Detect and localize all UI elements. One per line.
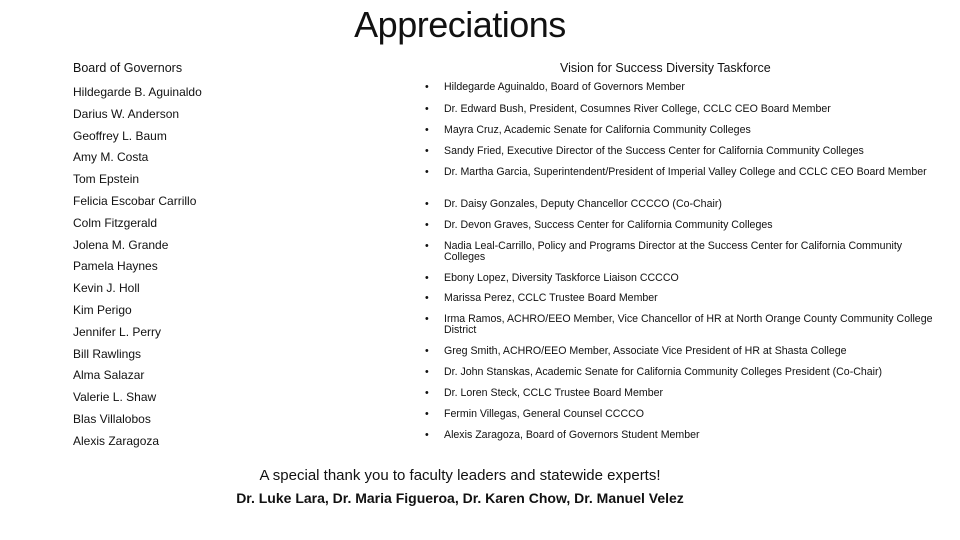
taskforce-member: Hildegarde Aguinaldo, Board of Governors Member	[444, 81, 685, 93]
bullet-icon: •	[425, 429, 429, 441]
bullet-icon: •	[425, 292, 429, 304]
board-member: Hildegarde B. Aguinaldo	[73, 85, 202, 99]
board-member: Valerie L. Shaw	[73, 390, 157, 405]
board-member: Kevin J. Holl	[73, 281, 140, 296]
taskforce-member: Dr. Daisy Gonzales, Deputy Chancellor CCCCO (Co-Chair)	[444, 198, 722, 210]
taskforce-member: Fermin Villegas, General Counsel CCCCO	[444, 408, 644, 420]
board-member: Pamela Haynes	[73, 259, 158, 274]
board-member: Alexis Zaragoza	[73, 433, 160, 448]
bullet-icon: •	[425, 124, 429, 136]
taskforce-member: Dr. Devon Graves, Success Center for California Community Colleges	[444, 219, 773, 231]
list-item	[425, 241, 940, 263]
list-item	[425, 367, 940, 378]
board-member: Colm Fitzgerald	[73, 215, 158, 230]
list-item	[425, 220, 940, 231]
bullet-icon: •	[425, 198, 429, 210]
taskforce-member: Nadia Leal-Carrillo, Policy and Programs Director at the Success Center for California Community Colleges	[444, 240, 903, 263]
taskforce-member: Dr. Edward Bush, President, Cosumnes River College, CCLC CEO Board Member	[444, 103, 831, 115]
taskforce-member: Alexis Zaragoza, Board of Governors Student Member	[444, 429, 700, 441]
bullet-icon: •	[425, 366, 429, 378]
thank-you-names: Dr. Luke Lara, Dr. Maria Figueroa, Dr. Karen Chow, Dr. Manuel Velez	[236, 490, 684, 506]
taskforce-member: Greg Smith, ACHRO/EEO Member, Associate Vice President of HR at Shasta College	[444, 345, 847, 357]
board-member: Amy M. Costa	[73, 150, 149, 165]
bullet-icon: •	[425, 272, 429, 284]
bullet-icon: •	[425, 103, 429, 115]
bullet-icon: •	[425, 345, 429, 357]
bullet-icon: •	[425, 387, 429, 399]
taskforce-member: Dr. Martha Garcia, Superintendent/President of Imperial Valley College and CCLC CEO Board Member	[444, 166, 927, 178]
bullet-icon: •	[425, 219, 429, 231]
taskforce-member: Irma Ramos, ACHRO/EEO Member, Vice Chancellor of HR at North Orange County Community College District	[444, 313, 933, 336]
board-member: Jolena M. Grande	[73, 237, 169, 252]
list-item	[425, 125, 940, 136]
list-item	[425, 293, 940, 304]
list-item	[425, 167, 940, 178]
board-member: Kim Perigo	[73, 302, 132, 317]
list-item	[425, 346, 940, 357]
board-member: Geoffrey L. Baum	[73, 128, 167, 143]
taskforce-member: Dr. John Stanskas, Academic Senate for California Community Colleges President (Co-Chair)	[444, 366, 883, 378]
bullet-icon: •	[425, 240, 429, 252]
board-heading: Board of Governors	[73, 61, 183, 75]
taskforce-member: Dr. Loren Steck, CCLC Trustee Board Member	[444, 387, 664, 399]
taskforce-heading: Vision for Success Diversity Taskforce	[560, 61, 771, 75]
list-item	[425, 199, 940, 210]
taskforce-member: Sandy Fried, Executive Director of the Success Center for California Community Colleges	[444, 145, 864, 157]
list-item	[425, 273, 940, 284]
list-item	[425, 409, 940, 420]
taskforce-member: Ebony Lopez, Diversity Taskforce Liaison CCCCO	[444, 272, 679, 284]
thank-you-note	[0, 465, 920, 509]
board-member: Darius W. Anderson	[73, 106, 180, 121]
board-member: Blas Villalobos	[73, 411, 151, 426]
board-member-list	[73, 82, 202, 453]
board-member: Tom Epstein	[73, 172, 140, 187]
list-item	[425, 430, 940, 441]
page-title: Appreciations	[354, 4, 566, 45]
board-member: Jennifer L. Perry	[73, 324, 162, 339]
list-item	[425, 82, 940, 93]
list-item	[425, 314, 940, 336]
bullet-icon: •	[425, 166, 429, 178]
board-member: Bill Rawlings	[73, 346, 142, 361]
taskforce-member: Marissa Perez, CCLC Trustee Board Member	[444, 292, 658, 304]
bullet-icon: •	[425, 313, 429, 325]
list-item	[425, 104, 940, 115]
bullet-icon: •	[425, 81, 429, 93]
board-member: Alma Salazar	[73, 368, 145, 383]
bullet-icon: •	[425, 408, 429, 420]
taskforce-member: Mayra Cruz, Academic Senate for California Community Colleges	[444, 124, 751, 136]
list-item	[425, 146, 940, 157]
list-item	[425, 388, 940, 399]
board-member: Felicia Escobar Carrillo	[73, 193, 197, 208]
thank-you-line: A special thank you to faculty leaders and statewide experts!	[259, 467, 661, 484]
bullet-icon: •	[425, 145, 429, 157]
